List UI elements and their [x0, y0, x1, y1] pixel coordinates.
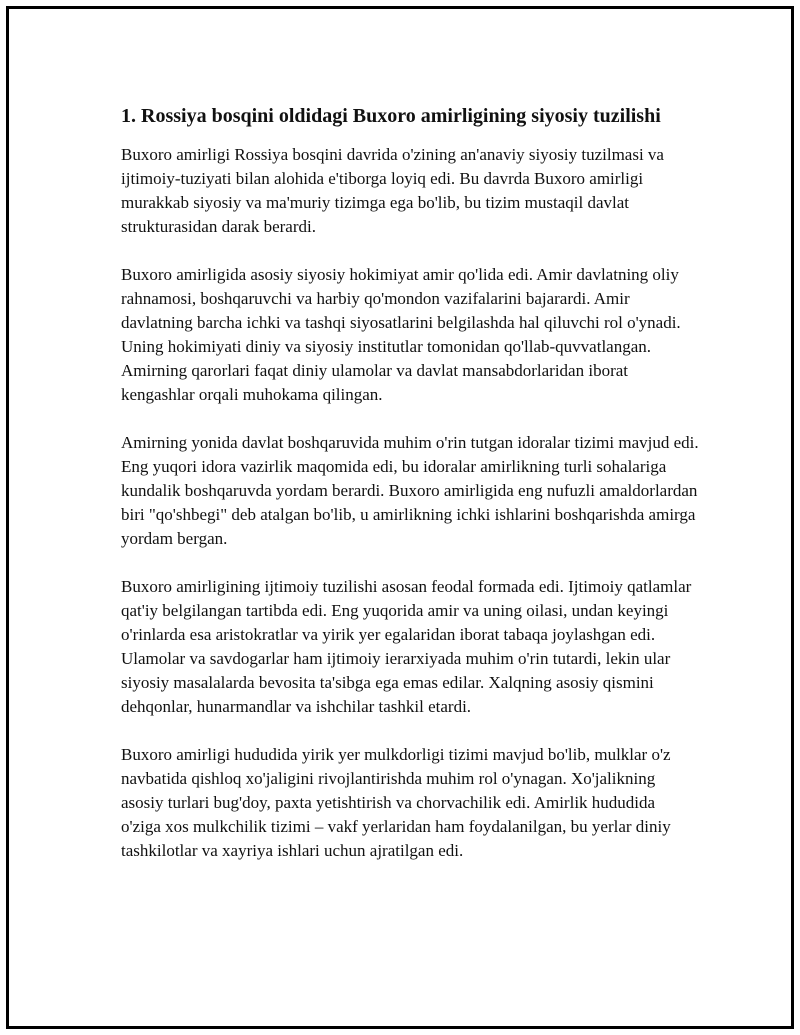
paragraph-3: Amirning yonida davlat boshqaruvida muhim o'rin tutgan idoralar tizimi mavjud edi. Eng yuqori idora vazirlik maqomida edi, bu idoralar amirlikning turli sohalariga kundalik boshqaruvda yordam berardi. Buxoro amirligida eng nufuzli amaldorlardan biri "qo'shbegi" deb atalgan bo'lib, u amirlikning ichki ishlarini boshqarishda amirga yordam bergan. — [121, 433, 699, 548]
paragraph-1: Buxoro amirligi Rossiya bosqini davrida o'zining an'anaviy siyosiy tuzilmasi va ijtimoiy-tuziyati bilan alohida e'tiborga loyiq edi. Bu davrda Buxoro amirligi murakkab siyosiy va ma'muriy tizimga ega bo'lib, bu tizim mustaqil davlat strukturasidan darak berardi. — [121, 145, 664, 236]
paragraph-4: Buxoro amirligining ijtimoiy tuzilishi asosan feodal formada edi. Ijtimoiy qatlamlar qat'iy belgilangan tartibda edi. Eng yuqorida amir va uning oilasi, undan keyingi o'rinlarda esa aristokratlar va yirik yer egalaridan iborat tabaqa joylashgan edi. Ulamolar va savdogarlar ham ijtimoiy ierarxiyada muhim o'rin tutardi, lekin ular siyosiy masalalarda bevosita ta'sibga ega emas edilar. Xalqning asosiy qismini dehqonlar, hunarmandlar va ishchilar tashkil etardi. — [121, 577, 692, 716]
paragraph-5: Buxoro amirligi hududida yirik yer mulkdorligi tizimi mavjud bo'lib, mulklar o'z navbatida qishloq xo'jaligini rivojlantirishda muhim rol o'ynagan. Xo'jalikning asosiy turlari bug'doy, paxta yetishtirish va chorvachilik edi. Amirlik hududida o'ziga xos mulkchilik tizimi – vakf yerlaridan ham foydalanilgan, bu yerlar diniy tashkilotlar va xayriya ishlari uchun ajratilgan edi. — [121, 745, 671, 860]
page-frame — [6, 6, 794, 1029]
document-body — [121, 102, 699, 887]
paragraph-2: Buxoro amirligida asosiy siyosiy hokimiyat amir qo'lida edi. Amir davlatning oliy rahnamosi, boshqaruvchi va harbiy qo'mondon vazifalarini bajarardi. Amir davlatning barcha ichki va tashqi siyosatlarini belgilashda hal qiluvchi rol o'ynadi. Uning hokimiyati diniy va siyosiy institutlar tomonidan qo'llab-quvvatlangan. Amirning qarorlari faqat diniy ulamolar va davlat mansabdorlaridan iborat kengashlar orqali muhokama qilingan. — [121, 265, 681, 404]
section-heading: 1. Rossiya bosqini oldidagi Buxoro amirligining siyosiy tuzilishi — [121, 105, 661, 127]
